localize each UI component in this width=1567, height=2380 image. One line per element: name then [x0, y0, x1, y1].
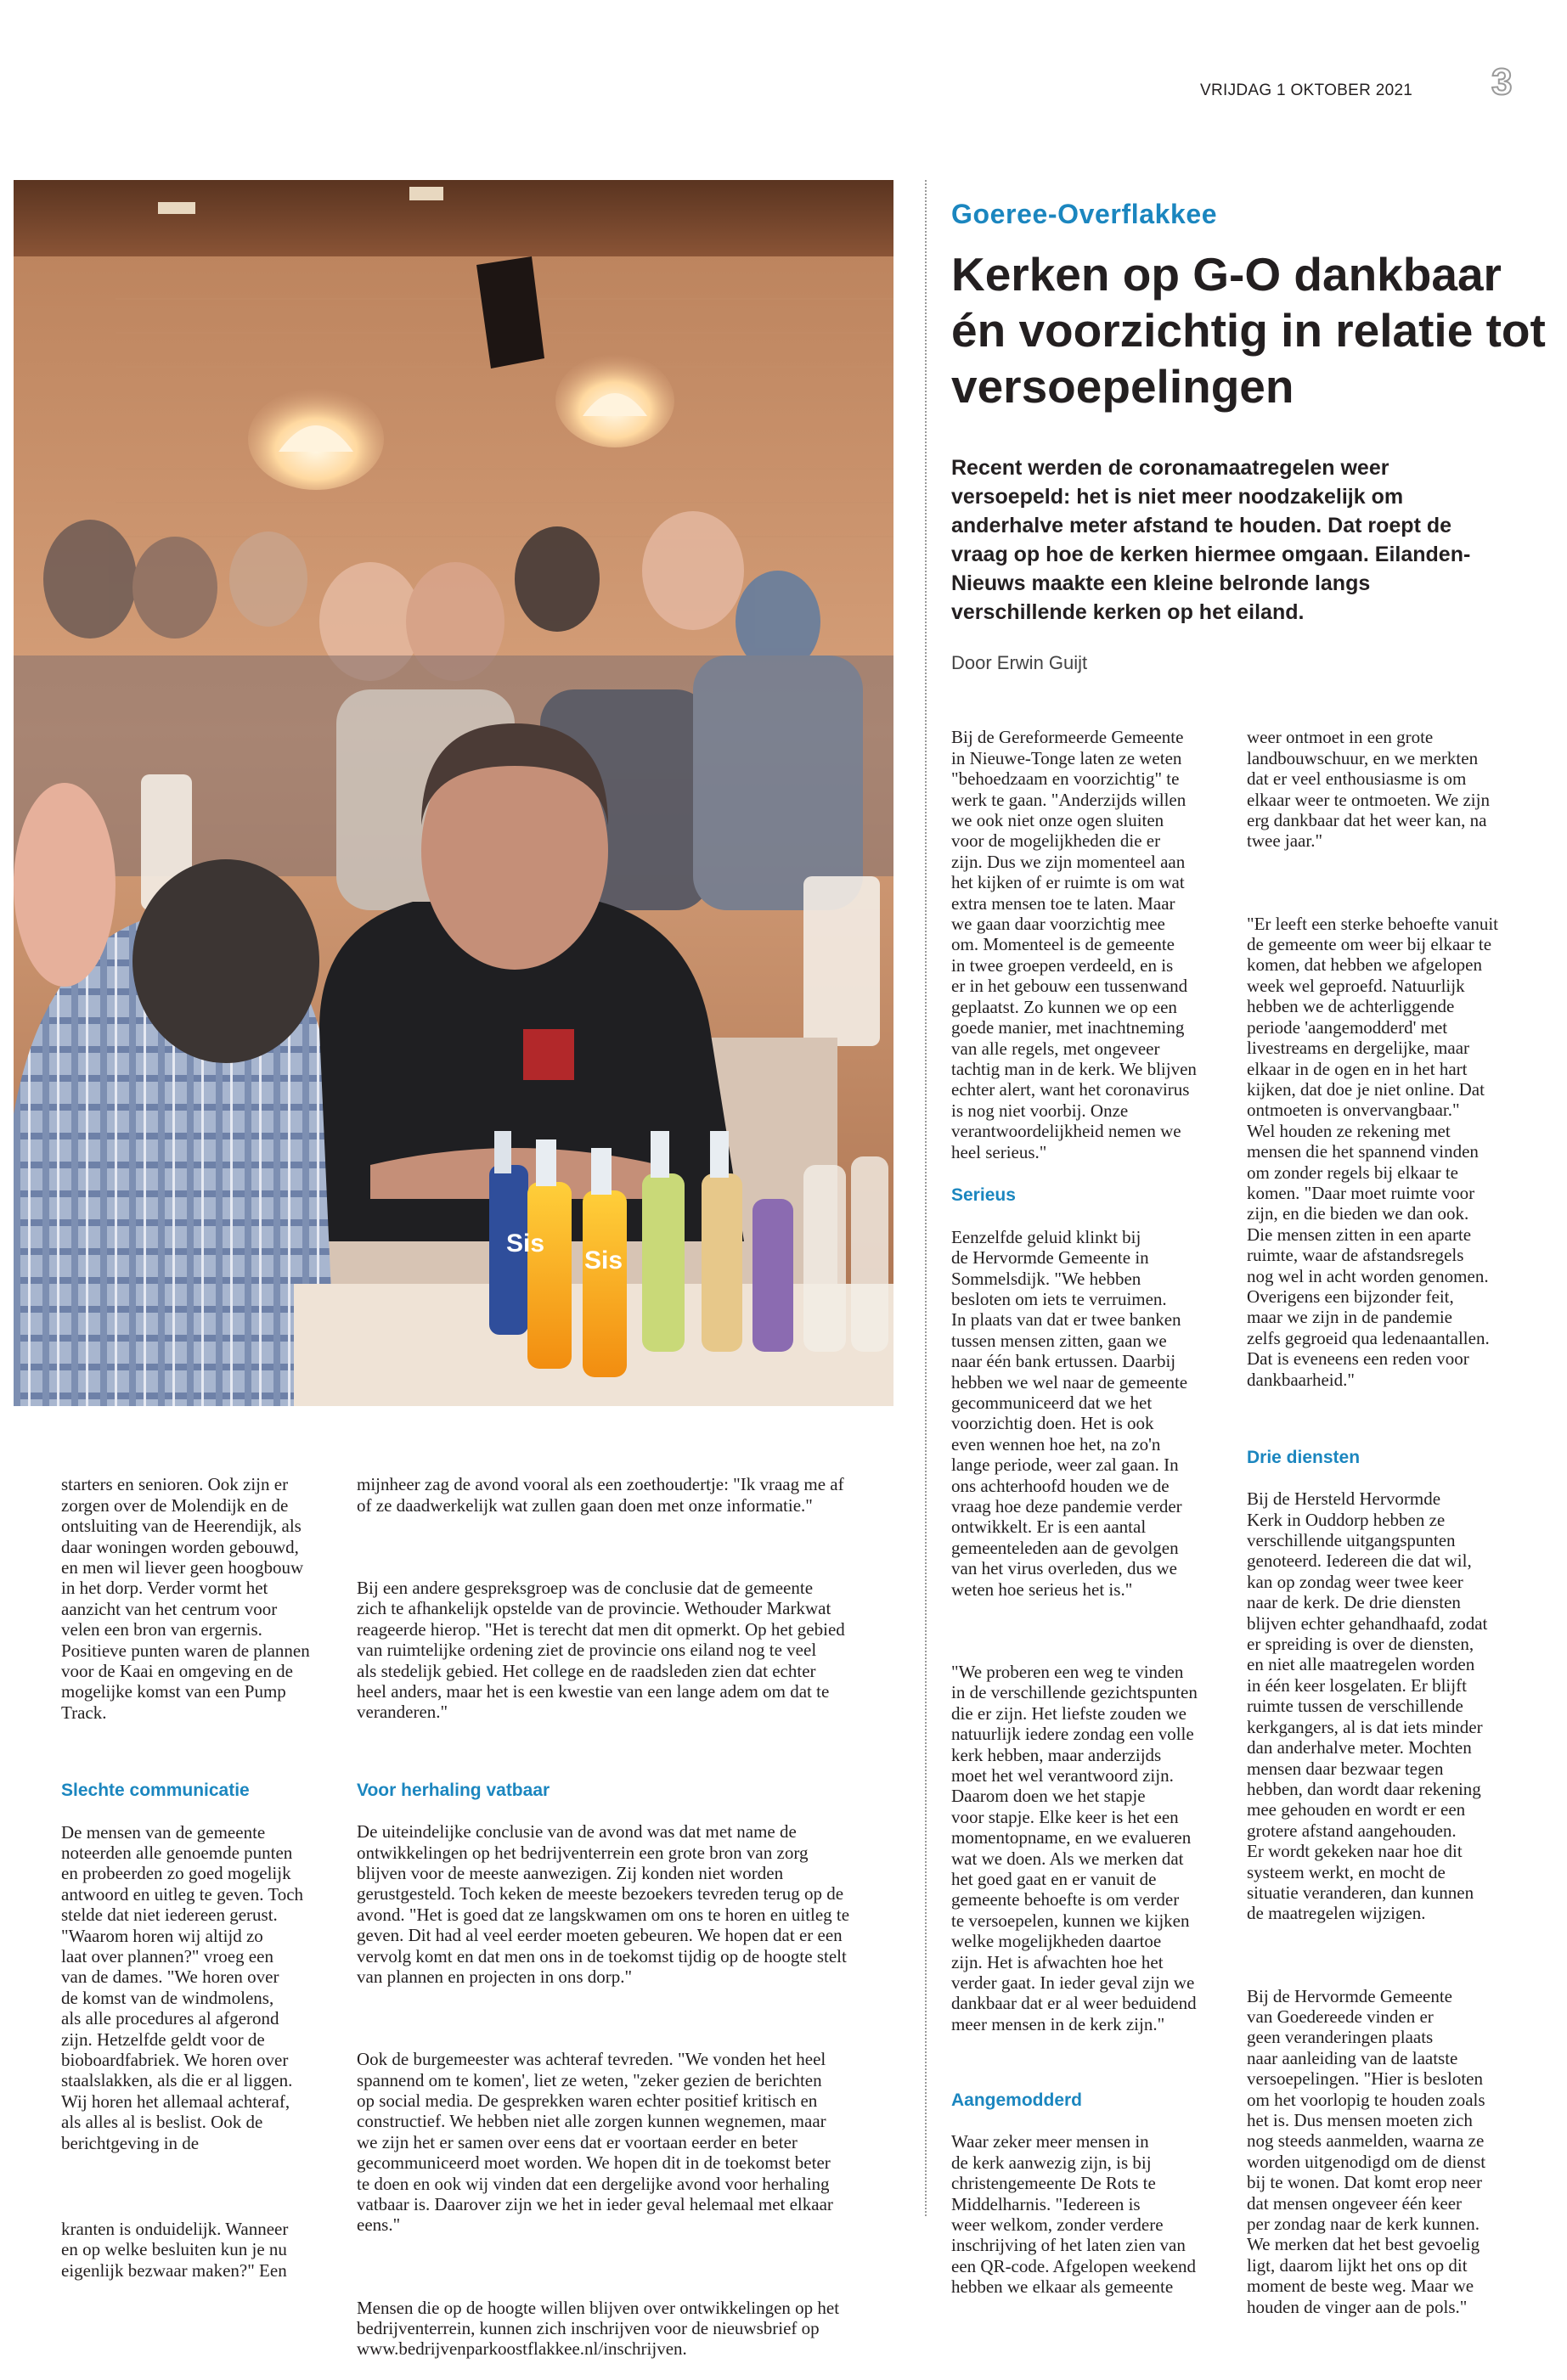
article-byline: Door Erwin Guijt: [951, 652, 1088, 673]
article-paragraph: De mensen van de gemeente noteerden alle genoemde punten en probeerden zo goed mogelijk antwoord en uitleg te geven. Toch stelde dat niet iedereen gerust. "Waarom horen wij altijd zo laat over plannen?" vroeg een van de dames. "We horen over de komst van de windmolens, als alle procedures al afgerond zijn. Hetzelfde geldt voor de bioboardfabriek. We horen over staalslakken, als die er al liggen. Wij horen het allemaal achteraf, als alles al is beslist. Ook de berichtgeving in de: [61, 1821, 304, 2153]
article-paragraph: Ook de burgemeester was achteraf tevreden. "We vonden het heel spannend om te komen', liet ze weten, "zeker gezien de berichten op social media. De gesprekken waren echter positief kritisch en constructief. We hebben niet alle zorgen kunnen wegnemen, maar we zijn het er samen over eens dat er voortaan eerder en beter gecommuniceerd moet worden. We hopen dit in de toekomst beter te doen en ook wij vinden dat een dergelijke avond voor herhaling vatbaar is. Daarover zijn we het in ieder geval helemaal met elkaar eens.": [357, 2049, 833, 2236]
article-paragraph: Bij de Hervormde Gemeente van Goedereede vinden er geen veranderingen plaats naar aanleiding van de laatste versoepelingen. "Hier is besloten om het voorlopig te houden zoals het is. Dus mensen moeten zich nog steeds aanmelden, waarna ze worden uitgenodigd om de dienst bij te wonen. Dat komt erop neer dat mensen ongeveer één keer per zondag naar de kerk kunnen. We merken dat het best gevoelig ligt, daarom lijkt het ons op dit moment de beste weg. Maar we houden de vinger aan de pols.": [1247, 1985, 1486, 2317]
article-lead: Recent werden de coronamaatregelen weer versoepeld: het is niet meer noodzakelijk om anderhalve meter afstand te houden. Dat roept de vraag op hoe de kerken hiermee omgaan. Eilanden-Nieuws maakte een kleine belronde langs verschillende kerken op het eiland.: [951, 456, 1471, 624]
article-paragraph: Bij de Hersteld Hervormde Kerk in Ouddorp hebben ze verschillende uitgangspunten genoteerd. Iedereen die dat wil, kan op zondag weer twee keer naar de kerk. De drie diensten blijven echter gehandhaafd, zodat er spreiding is over de diensten, en niet alle maatregelen worden in één keer losgelaten. Er blijft ruimte tussen de verschillende kerkgangers, al is dat iets minder dan anderhalve meter. Mochten mensen daar bezwaar tegen hebben, dan wordt daar rekening mee gehouden en wordt er een grotere afstand aangehouden. Er wordt gekeken naar hoe dit systeem werkt, en mocht de situatie veranderen, dan kunnen de maatregelen wijzigen.: [1247, 1488, 1488, 1924]
article-paragraph: "We proberen een weg te vinden in de verschillende gezichtspunten die er zijn. Het liefste zouden we natuurlijk iedere zondag een volle kerk hebben, maar anderzijds moet het wel verantwoord zijn. Daarom doen we het stapje voor stapje. Elke keer is het een momentopname, en we evalueren wat we doen. Als we merken dat het goed gaat en er vanuit de gemeente behoefte is om verder te versoepelen, kunnen we kijken welke mogelijkheden daartoe zijn. Het is afwachten hoe het verder gaat. In ieder geval zijn we dankbaar dat er al weer beduidend meer mensen in de kerk zijn.": [951, 1661, 1198, 2034]
article-photo: [14, 180, 893, 1406]
article-kicker: Goeree-Overflakkee: [951, 199, 1218, 229]
subheading-serieus: Serieus: [951, 1185, 1016, 1206]
edition-date: VRIJDAG 1 OKTOBER 2021: [1200, 82, 1413, 99]
article-paragraph: Bij een andere gespreksgroep was de conclusie dat de gemeente zich te afhankelijk opstelde van de provincie. Wethouder Markwat reageerde hierop. "Het is terecht dat men dit opmerkt. Op het gebied van ruimtelijke ordening ziet de provincie ons eiland nog te veel als stedelijk gebied. Het college en de raadsleden zien dat echter heel anders, maar het is een kwestie van een lange adem om dat te veranderen.": [357, 1578, 845, 1723]
article-paragraph: Bij de Gereformeerde Gemeente in Nieuwe-Tonge laten ze weten "behoedzaam en voorzichtig" te werk te gaan. "Anderzijds willen we ook niet onze ogen sluiten voor de mogelijkheden die er zijn. Dus we zijn momenteel aan het kijken of er ruimte is om wat extra mensen toe te laten. Maar we gaan daar voorzichtig mee om. Momenteel is de gemeente in twee groepen verdeeld, en is er in het gebouw een tussenwand geplaatst. Zo kunnen we op een goede manier, met inachtneming van alle regels, met ongeveer tachtig man in de kerk. We blijven echter alert, want het coronavirus is nog niet voorbij. Onze verantwoordelijkheid nemen we heel serieus.": [951, 727, 1197, 1162]
cafeteria-meeting-photo: [14, 180, 893, 1406]
subheading-drie-diensten: Drie diensten: [1247, 1447, 1361, 1467]
subheading-slechte-communicatie: Slechte communicatie: [61, 1781, 250, 1801]
article-paragraph: weer ontmoet in een grote landbouwschuur, en we merkten dat er veel enthousiasme is om elkaar weer te ontmoeten. We zijn erg dankbaar dat het weer kan, na twee jaar.": [1247, 727, 1490, 852]
article-paragraph: De uiteindelijke conclusie van de avond was dat met name de ontwikkelingen op het bedrijventerrein een grote bron van zorg blijven voor de meeste aanwezigen. Zij konden niet worden gerustgesteld. Toch keken de meeste bezoekers tevreden terug op de avond. "Het is goed dat ze langskwamen om ons te horen en uitleg te geven. Dit had al veel eerder moeten gebeuren. We hopen dat er een vervolg komt en dat men ons in de toekomst tijdig op de hoogte stelt van plannen en projecten in ons dorp.": [357, 1821, 850, 1987]
bottle-label: Sis: [506, 1229, 545, 1258]
article-column-1: [951, 706, 1240, 2318]
page-number: 3: [1491, 61, 1513, 103]
article-paragraph: kranten is onduidelijk. Wanneer en op welke besluiten kun je nu eigenlijk bezwaar maken?" Een: [61, 2218, 289, 2281]
prev-article-column-left: [61, 1454, 350, 2301]
article-paragraph: "Er leeft een sterke behoefte vanuit de gemeente om weer bij elkaar te komen, dat hebben we afgelopen week wel geproefd. Natuurlijk hebben we de achterliggende periode 'aangemodderd' met livestreams en dergelijke, maar elkaar in de ogen en in het hart kijken, dat doe je niet online. Dat ontmoeten is onvervangbaar." Wel houden ze rekening met mensen die het spannend vinden om zonder regels bij elkaar te komen. "Daar moet ruimte voor zijn, en die bieden we dan ook. Die mensen zitten in een aparte ruimte, waar de afstandsregels nog wel in acht worden genomen. Overigens een bijzonder feit, maar we zijn in de pandemie zelfs gegroeid qua ledenaantallen. Dat is eveneens een reden voor dankbaarheid.": [1247, 913, 1499, 1390]
column-divider: [925, 180, 927, 2216]
subheading-aangemodderd: Aangemodderd: [951, 2090, 1083, 2110]
article-paragraph: mijnheer zag de avond vooral als een zoethoudertje: "Ik vraag me af of ze daadwerkelijk wat zullen gaan doen met onze informatie.": [357, 1474, 844, 1516]
article-paragraph: Eenzelfde geluid klinkt bij de Hervormde Gemeente in Sommelsdijk. "We hebben besloten om iets te verruimen. In plaats van dat er twee banken tussen mensen zitten, gaan we naar één bank ertussen. Daarbij hebben we wel naar de gemeente gecommuniceerd dat we het voorzichtig doen. Het is ook even wennen hoe het, na zo'n lange periode, weer zal gaan. In ons achterhoofd houden we de vraag hoe deze pandemie verder ontwikkelt. Er is een aantal gemeenteleden aan de gevolgen van het virus overleden, dus we weten hoe serieus het is.": [951, 1226, 1188, 1600]
subheading-voor-herhaling-vatbaar: Voor herhaling vatbaar: [357, 1780, 550, 1800]
article-paragraph: Waar zeker meer mensen in de kerk aanwezig zijn, is bij christengemeente De Rots te Middelharnis. "Iedereen is weer welkom, zonder verdere inschrijving of het laten zien van een QR-code. Afgelopen weekend hebben we elkaar als gemeente: [951, 2131, 1197, 2298]
bottle-label: Sis: [584, 1246, 623, 1274]
prev-article-column-mid: [357, 1454, 900, 2380]
article-column-2: [1247, 706, 1553, 2338]
article-paragraph: Mensen die op de hoogte willen blijven over ontwikkelingen op het bedrijventerrein, kunnen zich inschrijven voor de nieuwsbrief op www.bedrijvenparkoostflakkee.nl/inschrijven.: [357, 2297, 840, 2360]
article-paragraph: starters en senioren. Ook zijn er zorgen over de Molendijk en de ontsluiting van de Heerendijk, als daar woningen worden gebouwd, en men wil liever geen hoogbouw in het dorp. Verder vormt het aanzicht van het centrum voor velen een bron van ergernis. Positieve punten waren de plannen voor de Kaai en omgeving en de mogelijke komst van een Pump Track.: [61, 1474, 310, 1723]
article-headline: Kerken op G-O dankbaar én voorzichtig in relatie tot versoepelingen: [951, 248, 1546, 413]
